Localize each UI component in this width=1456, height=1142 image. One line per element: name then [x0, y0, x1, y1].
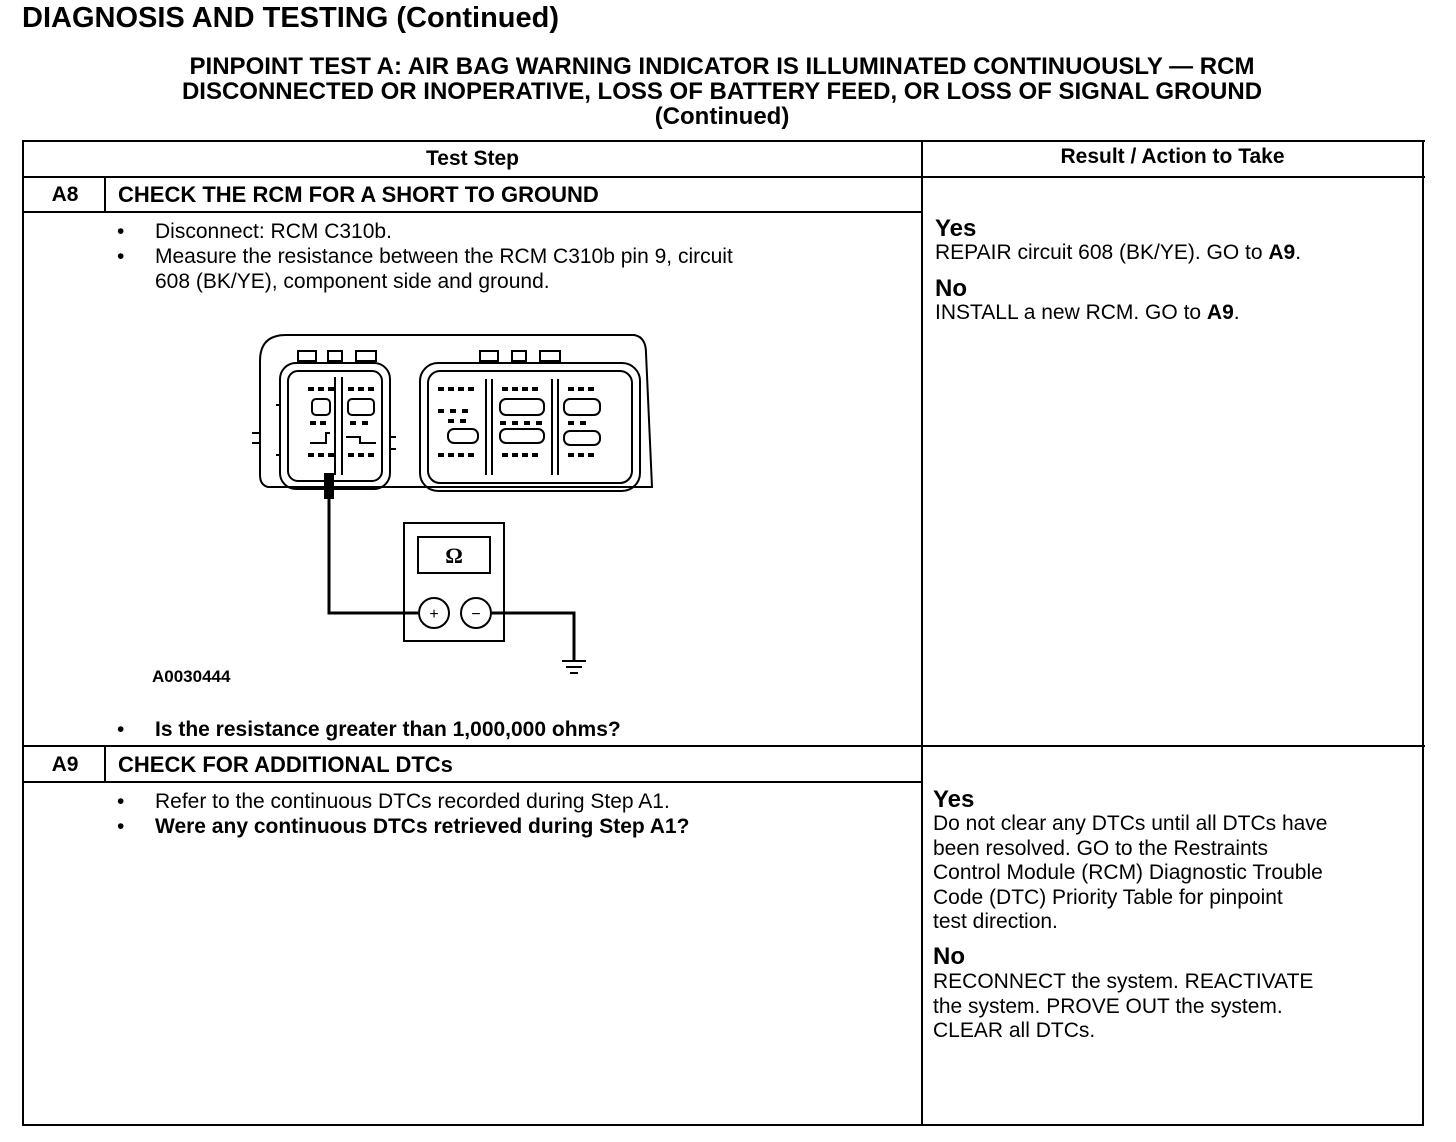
table-right-border [1422, 140, 1424, 1126]
step-title-a8: CHECK THE RCM FOR A SHORT TO GROUND [118, 182, 599, 207]
result-yes-label: Yes [933, 786, 975, 813]
list-item-continuation [117, 269, 907, 294]
test-probe [324, 473, 334, 499]
bullet: • [117, 245, 125, 268]
table-left-border [22, 140, 24, 1126]
question-text: Is the resistance greater than 1,000,000 ohms? [155, 718, 621, 741]
bullet: • [117, 718, 125, 741]
list-item [117, 789, 907, 814]
a8-title-border [22, 211, 923, 213]
svg-text:−: − [471, 606, 481, 623]
step-id-a8: A8 [51, 183, 79, 206]
bullet: • [117, 790, 125, 813]
subtitle-line-1: PINPOINT TEST A: AIR BAG WARNING INDICATOR IS ILLUMINATED CONTINUOUSLY — RCM [189, 53, 1255, 80]
page-title: DIAGNOSIS AND TESTING (Continued) [22, 2, 560, 34]
subtitle-line-2: DISCONNECTED OR INOPERATIVE, LOSS OF BATTERY FEED, OR LOSS OF SIGNAL GROUND [181, 78, 1263, 105]
bullet: • [117, 815, 125, 838]
a9-title-border [22, 781, 923, 783]
step-id-a9: A9 [51, 753, 79, 776]
rcm-connector-ohmmeter-figure [250, 325, 670, 685]
step-ref: A9 [1206, 301, 1234, 324]
connector-right [420, 363, 640, 491]
result-no-text: RECONNECT the system. REACTIVATE the system. PROVE OUT the system. CLEAR all DTCs. [933, 970, 1314, 1042]
table-top-border [22, 140, 1425, 142]
step-divider [22, 745, 1425, 747]
column-header-test-step: Test Step [426, 147, 519, 170]
result-yes-label: Yes [935, 215, 977, 242]
ground-symbol [562, 661, 586, 673]
result-no-text: INSTALL a new RCM. GO to A9. [935, 301, 1240, 324]
list-item-question [117, 814, 907, 839]
list-item-question [117, 717, 907, 742]
bullet-text: Measure the resistance between the RCM C310b pin 9, circuit [155, 245, 733, 268]
header-row-border [22, 176, 1425, 178]
bullet: • [117, 220, 125, 243]
result-yes-text: Do not clear any DTCs until all DTCs have been resolved. GO to the Restraints Control Module (RCM) Diagnostic Trouble Code (DTC) Priority Table for pinpoint test direction. [933, 812, 1328, 933]
bullet-text: Disconnect: RCM C310b. [155, 220, 392, 243]
result-no-label: No [933, 943, 965, 970]
subtitle-line-3: (Continued) [654, 103, 790, 130]
list-item [117, 219, 907, 244]
bullet-text: Refer to the continuous DTCs recorded during Step A1. [155, 790, 670, 813]
figure-id: A0030444 [152, 667, 231, 686]
question-text: Were any continuous DTCs retrieved during Step A1? [155, 815, 690, 838]
bullet-text: 608 (BK/YE), component side and ground. [155, 270, 550, 293]
svg-text:+: + [429, 606, 439, 623]
column-divider [921, 140, 923, 1126]
column-header-result: Result / Action to Take [1060, 145, 1285, 168]
step-title-a9: CHECK FOR ADDITIONAL DTCs [118, 752, 453, 777]
result-yes-text: REPAIR circuit 608 (BK/YE). GO to A9. [935, 241, 1302, 264]
result-no-label: No [935, 275, 967, 302]
list-item [117, 244, 907, 269]
step-ref: A9 [1268, 241, 1296, 264]
pinpoint-test-title [60, 54, 1384, 129]
table-bottom-border [22, 1124, 1423, 1126]
ohm-symbol: Ω [445, 543, 463, 568]
